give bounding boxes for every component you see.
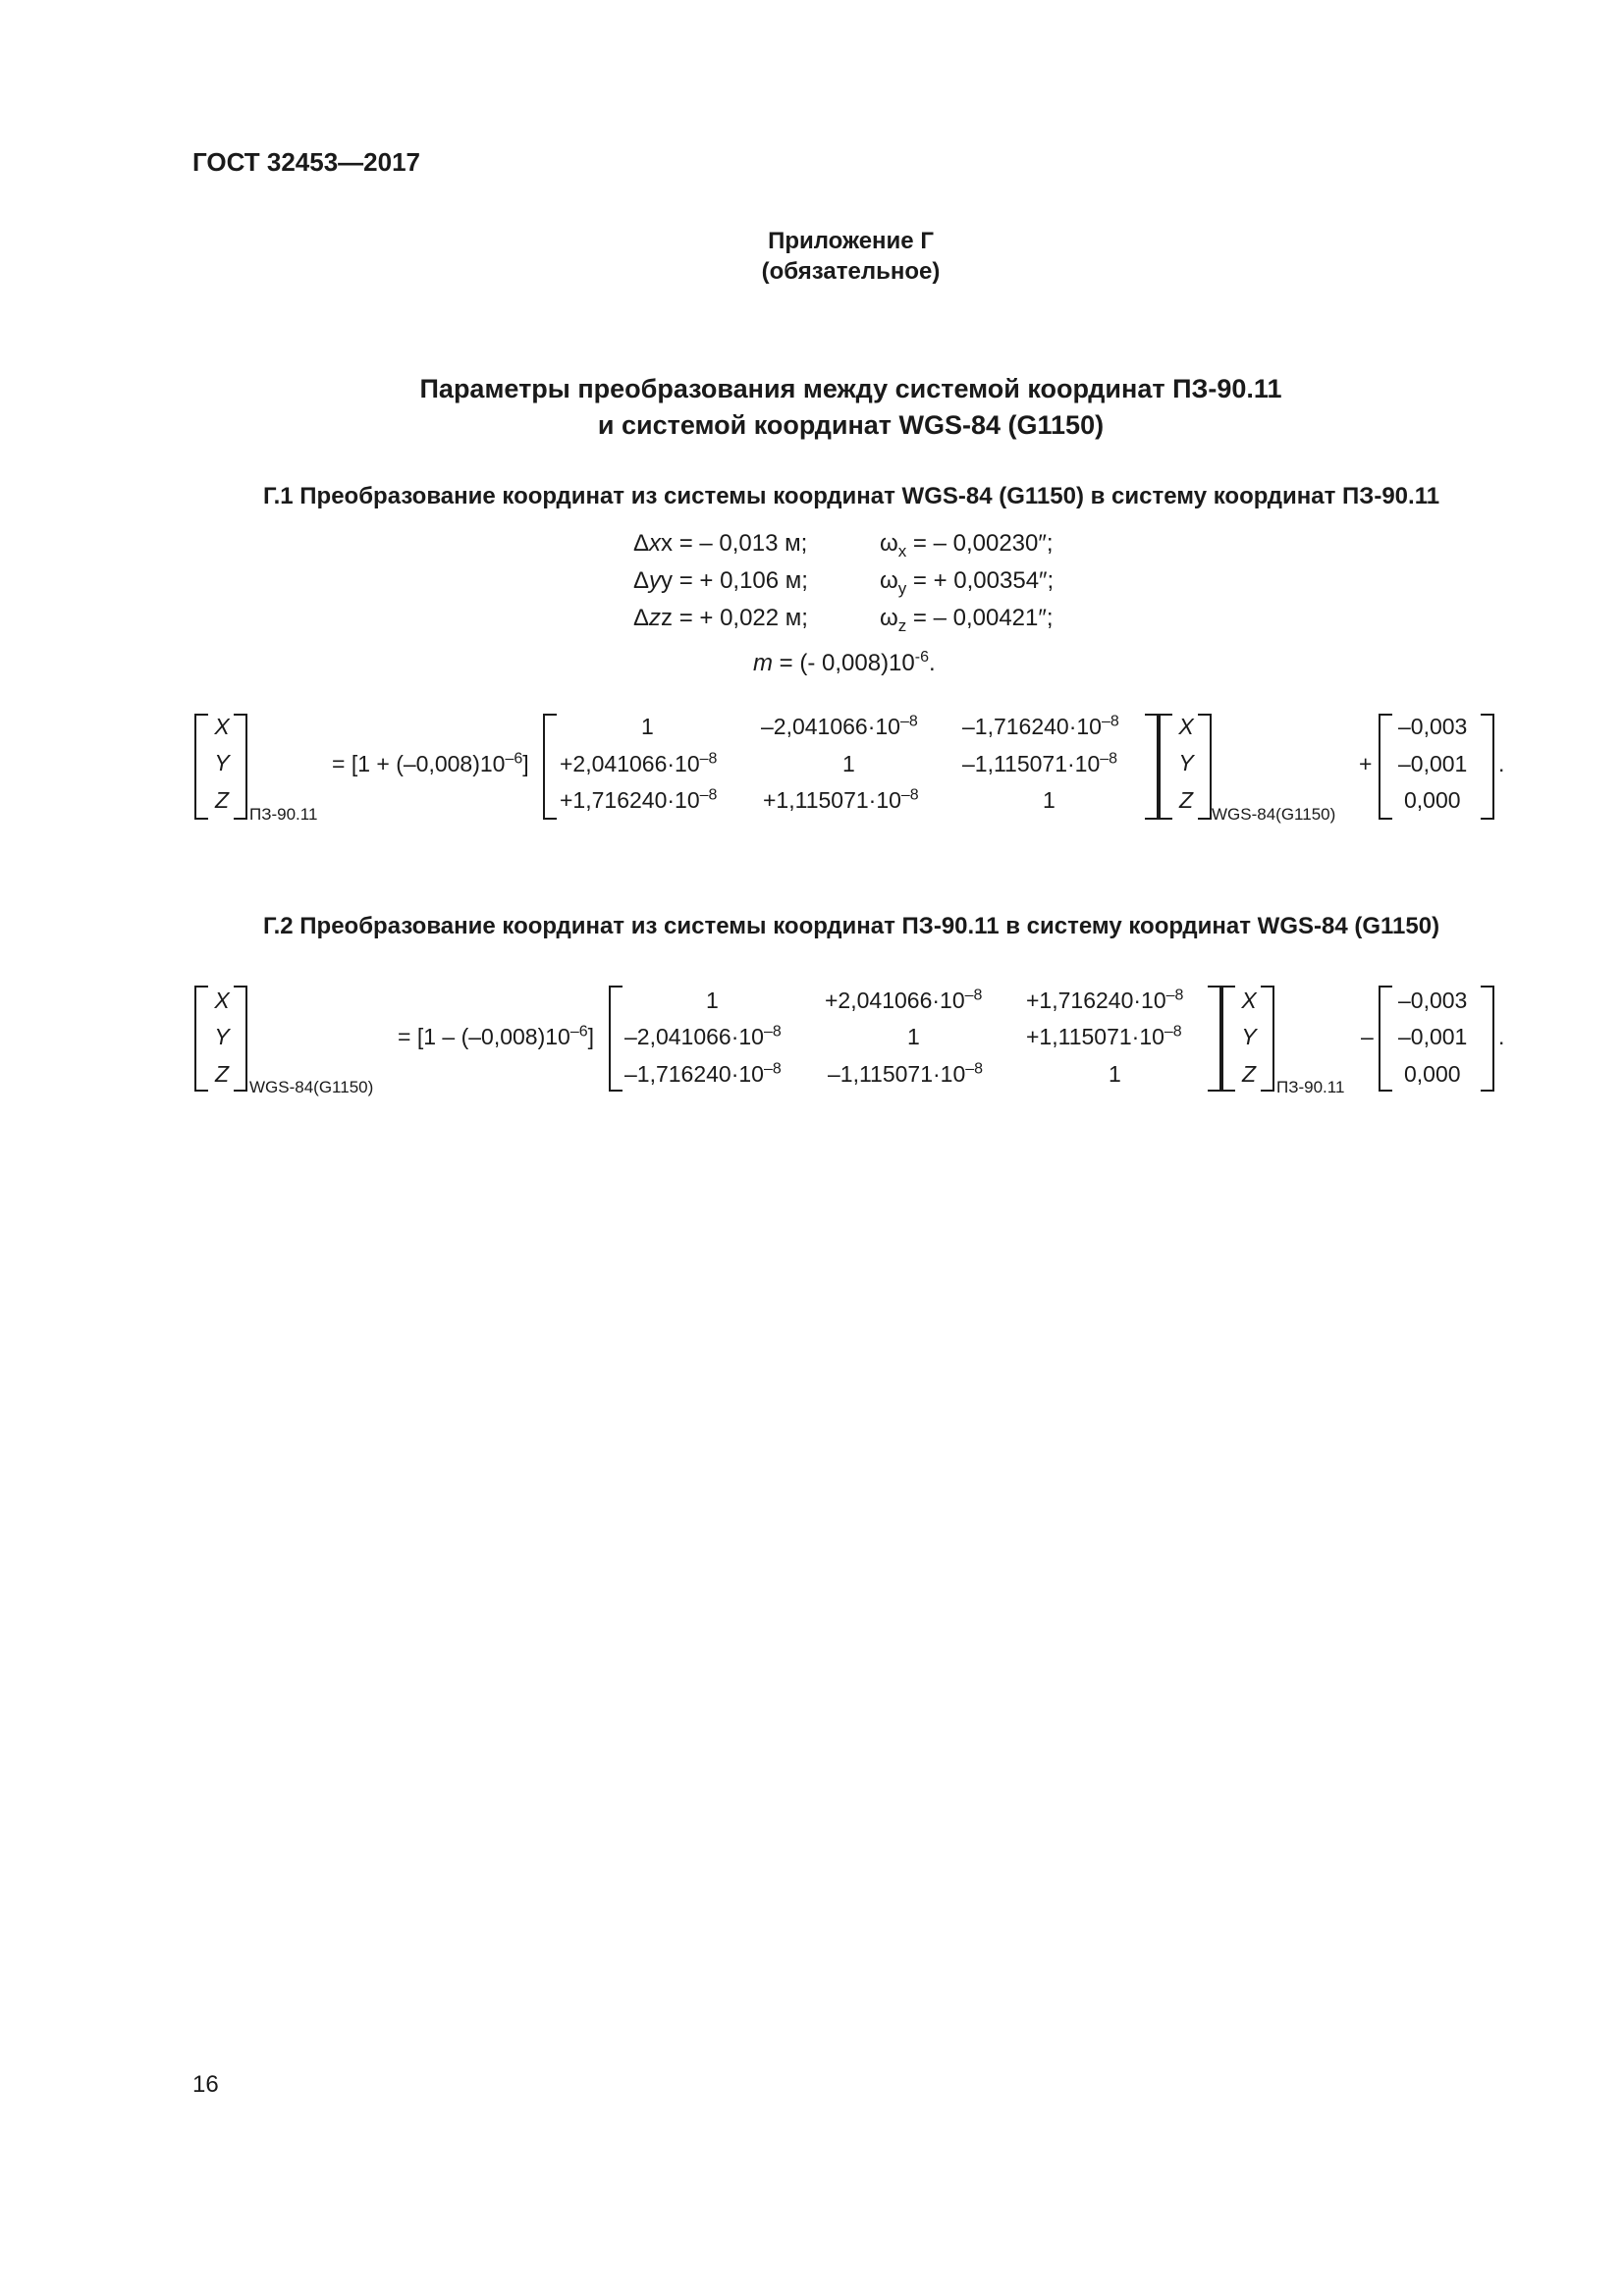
scale-factor: = $[1 + (-0,008)10^{-6}]$ bbox=[332, 750, 529, 776]
appendix-label: Приложение Г bbox=[768, 228, 934, 254]
vector-x: X bbox=[214, 714, 230, 739]
scale-factor: = $[1 - (-0,008)10^{-6}]$ bbox=[398, 1023, 595, 1049]
matrix-cell: $+2,041066\cdot 10^{-8}$ bbox=[560, 750, 718, 776]
matrix-cell: $+2,041066\cdot 10^{-8}$ bbox=[825, 987, 983, 1013]
bracket bbox=[1379, 986, 1392, 1092]
matrix-cell: 1 bbox=[1109, 1061, 1121, 1087]
matrix-cell: $-2,041066\cdot 10^{-8}$ bbox=[761, 713, 918, 739]
vector-x: X bbox=[1241, 988, 1257, 1013]
vector-z: Z bbox=[214, 787, 230, 813]
param-wz: $\omega_z$ = – 0,00421″; bbox=[880, 605, 1054, 635]
page-title bbox=[0, 371, 1624, 444]
title-line-1: Параметры преобразования между системой координат ПЗ-90.11 bbox=[419, 374, 1282, 403]
operator-plus: + bbox=[1359, 751, 1373, 776]
lhs-subscript: ПЗ-90.11 bbox=[249, 805, 318, 824]
matrix-cell: $+1,716240\cdot 10^{-8}$ bbox=[560, 786, 718, 813]
shift-y: –0,001 bbox=[1398, 1024, 1468, 1049]
param-wy: $\omega_y$ = + 0,00354″; bbox=[880, 567, 1055, 598]
section-2-heading: Г.2 Преобразование координат из системы координат ПЗ-90.11 в систему координат WGS-84 (G1150) bbox=[263, 913, 1440, 939]
page-number: 16 bbox=[192, 2071, 219, 2098]
param-dy-value: y = + 0,106 м; bbox=[661, 567, 808, 594]
shift-z: 0,000 bbox=[1404, 787, 1461, 813]
period: . bbox=[1498, 751, 1505, 776]
appendix-status: (обязательное) bbox=[761, 258, 941, 285]
param-dz: Δzz = + 0,022 м; bbox=[633, 605, 808, 631]
param-wy-value: = + 0,00354″; bbox=[906, 567, 1055, 594]
bracket bbox=[543, 714, 557, 820]
matrix-cell: 1 bbox=[907, 1024, 920, 1049]
bracket bbox=[1379, 714, 1392, 820]
vector-y: Y bbox=[214, 1024, 230, 1049]
param-dx: Δxx = – 0,013 м; bbox=[633, 530, 808, 557]
document-id: ГОСТ 32453—2017 bbox=[192, 147, 420, 177]
title-line-2: и системой координат WGS-84 (G1150) bbox=[597, 410, 1105, 440]
appendix-heading bbox=[0, 226, 1624, 287]
bracket bbox=[1145, 714, 1159, 820]
matrix-cell: 1 bbox=[641, 714, 654, 739]
matrix-cell: 1 bbox=[1043, 787, 1056, 813]
shift-z: 0,000 bbox=[1404, 1061, 1461, 1087]
vector-x: X bbox=[214, 988, 230, 1013]
matrix-cell: 1 bbox=[842, 751, 855, 776]
lhs-subscript: WGS-84(G1150) bbox=[249, 1078, 374, 1096]
vector-z: Z bbox=[1241, 1061, 1257, 1087]
matrix-cell: $-1,115071\cdot 10^{-8}$ bbox=[828, 1060, 984, 1087]
matrix-cell: $-1,115071\cdot 10^{-8}$ bbox=[962, 750, 1118, 776]
shift-x: –0,003 bbox=[1398, 988, 1468, 1013]
bracket bbox=[1481, 986, 1494, 1092]
rhs-subscript: WGS-84(G1150) bbox=[1212, 805, 1336, 824]
bracket bbox=[1208, 986, 1221, 1092]
param-wx-value: = – 0,00230″; bbox=[906, 530, 1054, 557]
matrix-cell: $-1,716240\cdot 10^{-8}$ bbox=[624, 1060, 782, 1087]
bracket bbox=[1481, 714, 1494, 820]
matrix-cell: $+1,115071\cdot 10^{-8}$ bbox=[1026, 1023, 1182, 1049]
matrix-cell: $+1,115071\cdot 10^{-8}$ bbox=[763, 786, 919, 813]
param-dy: Δyy = + 0,106 м; bbox=[633, 567, 808, 594]
vector-x: X bbox=[1178, 714, 1194, 739]
shift-y: –0,001 bbox=[1398, 751, 1468, 776]
section-1-heading: Г.1 Преобразование координат из системы координат WGS-84 (G1150) в систему координат ПЗ-90.11 bbox=[263, 483, 1440, 509]
vector-z: Z bbox=[1178, 787, 1194, 813]
param-dx-value: x = – 0,013 м; bbox=[661, 530, 808, 557]
operator-minus: – bbox=[1361, 1024, 1374, 1049]
bracket bbox=[609, 986, 623, 1092]
vector-y: Y bbox=[1178, 750, 1194, 775]
vector-z: Z bbox=[214, 1061, 230, 1087]
param-dz-value: z = + 0,022 м; bbox=[661, 605, 808, 631]
period: . bbox=[1498, 1024, 1505, 1049]
param-wz-value: = – 0,00421″; bbox=[906, 605, 1054, 631]
vector-y: Y bbox=[214, 750, 230, 775]
matrix-cell: $-1,716240\cdot 10^{-8}$ bbox=[962, 713, 1119, 739]
rhs-subscript: ПЗ-90.11 bbox=[1276, 1078, 1345, 1096]
matrix-cell: $+1,716240\cdot 10^{-8}$ bbox=[1026, 987, 1184, 1013]
matrix-cell: $-2,041066\cdot 10^{-8}$ bbox=[624, 1023, 782, 1049]
param-m: m = (- $0,008)10^{-6}$. bbox=[753, 649, 936, 676]
vector-y: Y bbox=[1241, 1024, 1257, 1049]
shift-x: –0,003 bbox=[1398, 714, 1468, 739]
matrix-cell: 1 bbox=[706, 988, 719, 1013]
param-wx: $\omega_x$ = – 0,00230″; bbox=[880, 530, 1054, 561]
